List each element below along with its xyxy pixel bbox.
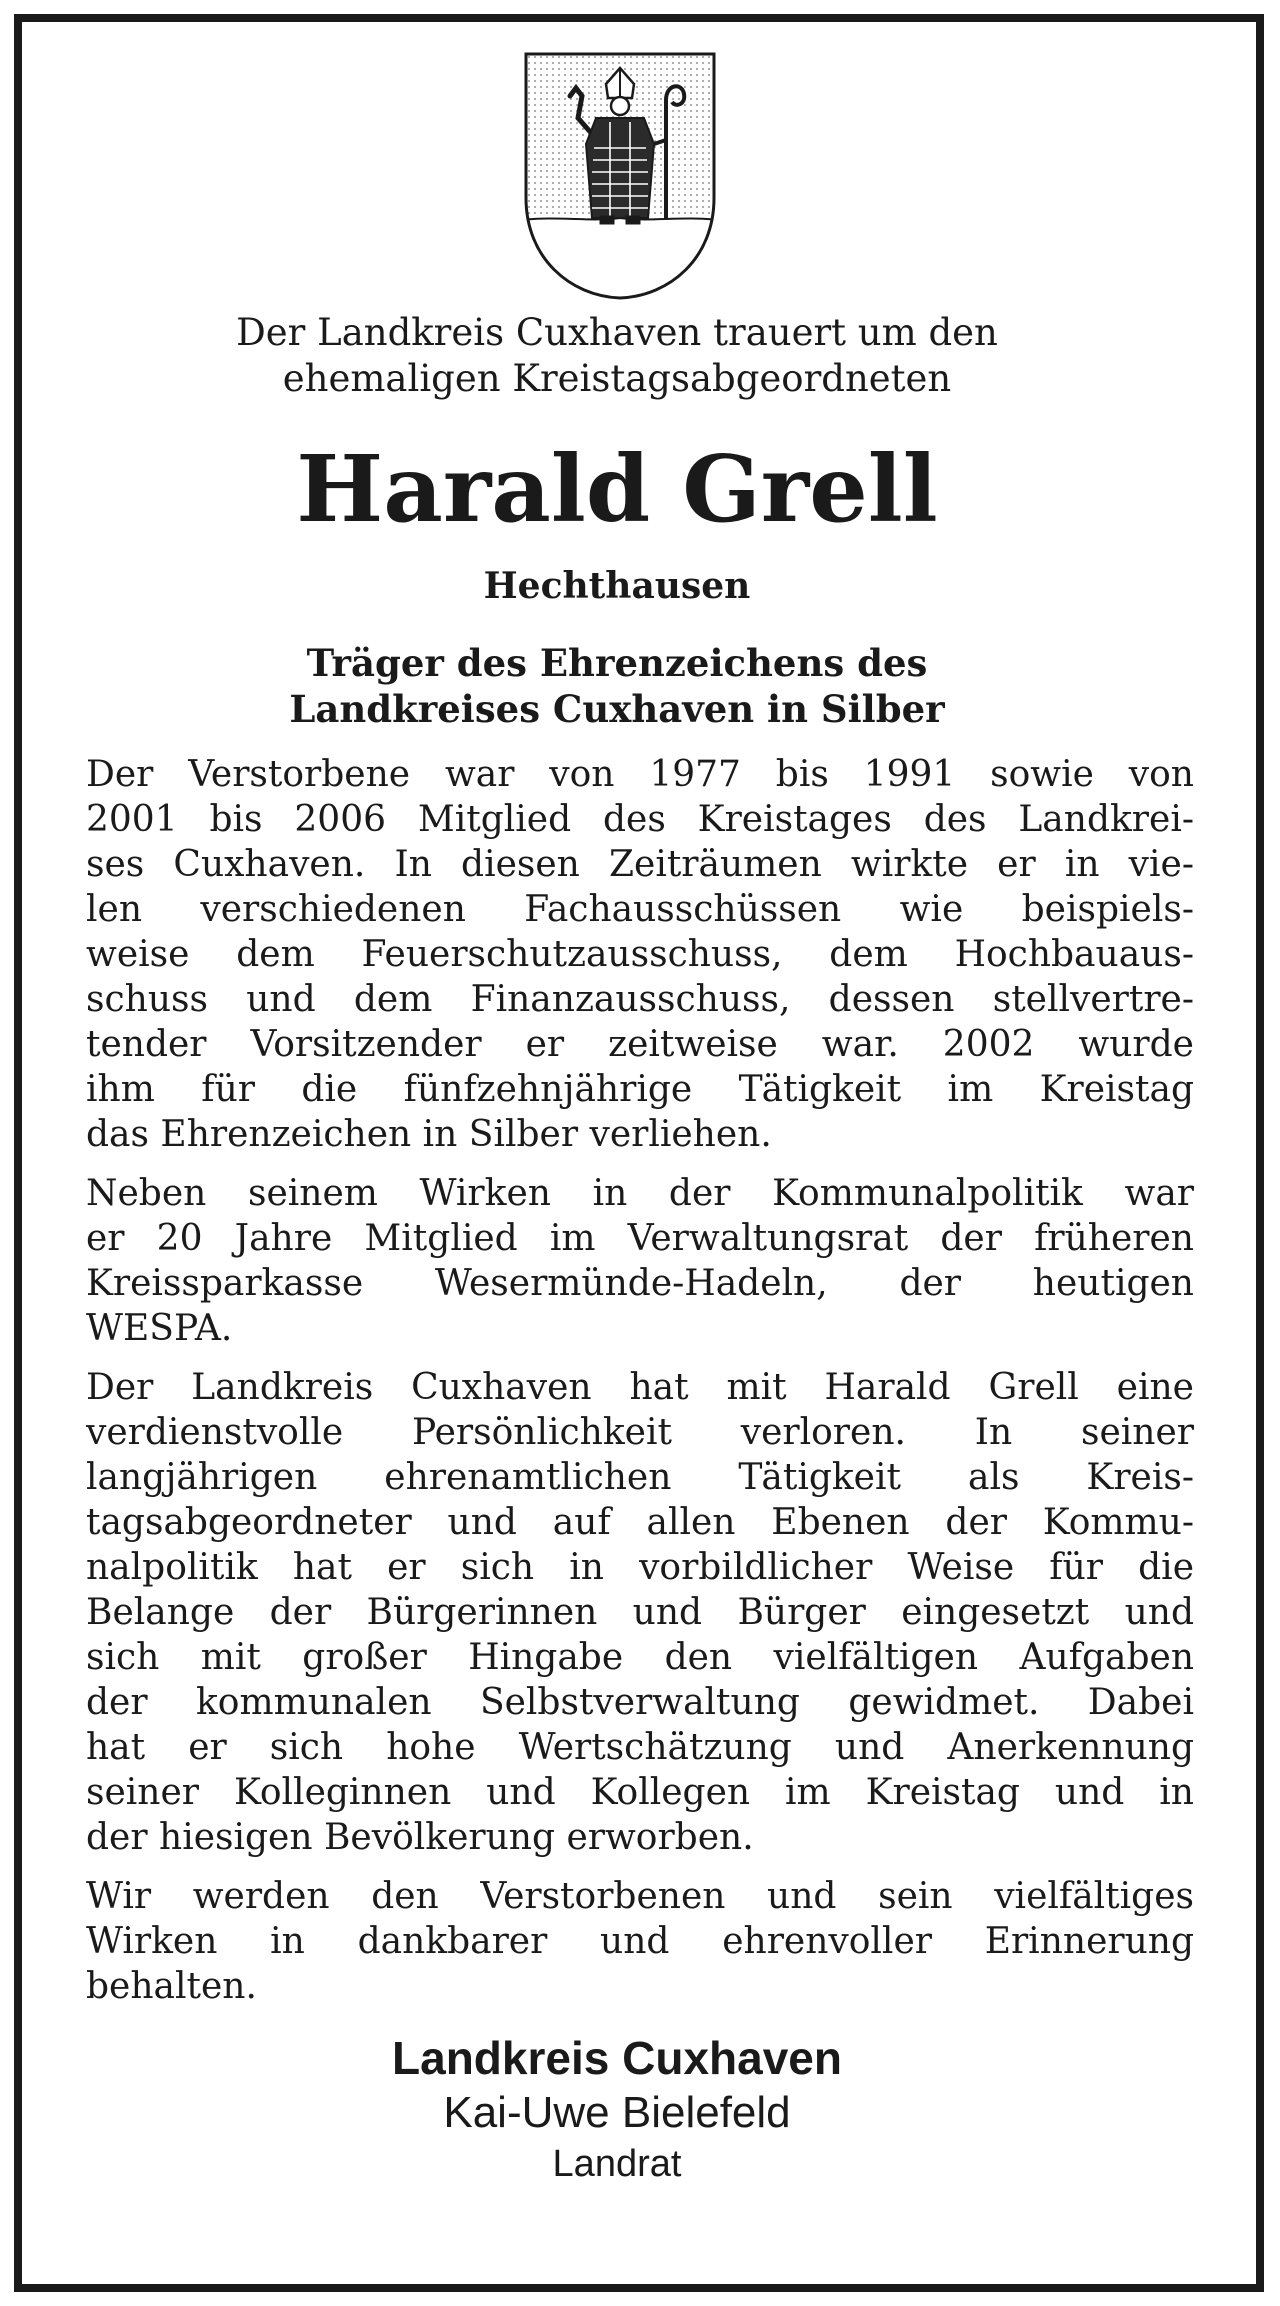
text-line: ses Cuxhaven. In diesen Zeiträumen wirkte er in vie- <box>86 844 1194 885</box>
obituary-body <box>86 752 1194 2023</box>
text-line: verdienstvolle Persönlichkeit verloren. In seiner <box>86 1412 1194 1453</box>
text-line: Neben seinem Wirken in der Kommunalpolitik war <box>86 1173 1194 1214</box>
honor-text <box>60 640 1174 732</box>
signature-organization: Landkreis Cuxhaven <box>392 2032 842 2084</box>
text-line: schuss und dem Finanzausschuss, dessen stellvertre- <box>86 979 1194 1020</box>
paragraph <box>86 752 1194 1157</box>
text-line: behalten. <box>86 1966 257 2007</box>
text-line: Belange der Bürgerinnen und Bürger eingesetzt und <box>86 1592 1194 1633</box>
intro-line: Der Landkreis Cuxhaven trauert um den <box>236 311 998 354</box>
text-line: nalpolitik hat er sich in vorbildlicher Weise für die <box>86 1547 1194 1588</box>
text-line: der kommunalen Selbstverwaltung gewidmet. Dabei <box>86 1682 1194 1723</box>
text-line: len verschiedenen Fachausschüssen wie beispiels- <box>86 889 1194 930</box>
text-line: das Ehrenzeichen in Silber verliehen. <box>86 1114 772 1155</box>
paragraph <box>86 1365 1194 1860</box>
signature-block <box>60 2030 1174 2188</box>
paragraph <box>86 1171 1194 1351</box>
text-line: sich mit großer Hingabe den vielfältigen Aufgaben <box>86 1637 1194 1678</box>
honor-line: Träger des Ehrenzeichens des <box>306 641 928 685</box>
text-line: Wir werden den Verstorbenen und sein vielfältiges <box>86 1876 1194 1917</box>
intro-text <box>60 310 1174 402</box>
text-line: hat er sich hohe Wertschätzung und Anerkennung <box>86 1727 1194 1768</box>
intro-line: ehemaligen Kreistagsabgeordneten <box>282 357 952 400</box>
text-line: weise dem Feuerschutzausschuss, dem Hochbauaus- <box>86 934 1194 975</box>
signature-name: Kai-Uwe Bielefeld <box>443 2088 791 2137</box>
text-line: Wirken in dankbarer und ehrenvoller Erinnerung <box>86 1921 1194 1962</box>
text-line: seiner Kolleginnen und Kollegen im Kreistag und in <box>86 1772 1194 1813</box>
honor-line: Landkreises Cuxhaven in Silber <box>289 687 945 731</box>
text-line: tagsabgeordneter und auf allen Ebenen der Kommu- <box>86 1502 1194 1543</box>
text-line: Der Verstorbene war von 1977 bis 1991 sowie von <box>86 754 1194 795</box>
paragraph <box>86 1874 1194 2009</box>
text-line: 2001 bis 2006 Mitglied des Kreistages des Landkrei- <box>86 799 1194 840</box>
text-line: der hiesigen Bevölkerung erworben. <box>86 1817 754 1858</box>
coat-of-arms-icon <box>520 48 720 304</box>
text-line: Der Landkreis Cuxhaven hat mit Harald Grell eine <box>86 1367 1194 1408</box>
signature-title: Landrat <box>552 2143 682 2185</box>
text-line: Kreissparkasse Wesermünde-Hadeln, der heutigen <box>86 1263 1194 1304</box>
text-line: er 20 Jahre Mitglied im Verwaltungsrat der früheren <box>86 1218 1194 1259</box>
deceased-name: Harald Grell <box>296 435 938 543</box>
text-line: tender Vorsitzender er zeitweise war. 2002 wurde <box>86 1024 1194 1065</box>
text-line: ihm für die fünfzehnjährige Tätigkeit im Kreistag <box>86 1069 1194 1110</box>
text-line: langjährigen ehrenamtlichen Tätigkeit als Kreis- <box>86 1457 1194 1498</box>
deceased-place: Hechthausen <box>483 565 751 607</box>
text-line: WESPA. <box>86 1308 233 1349</box>
